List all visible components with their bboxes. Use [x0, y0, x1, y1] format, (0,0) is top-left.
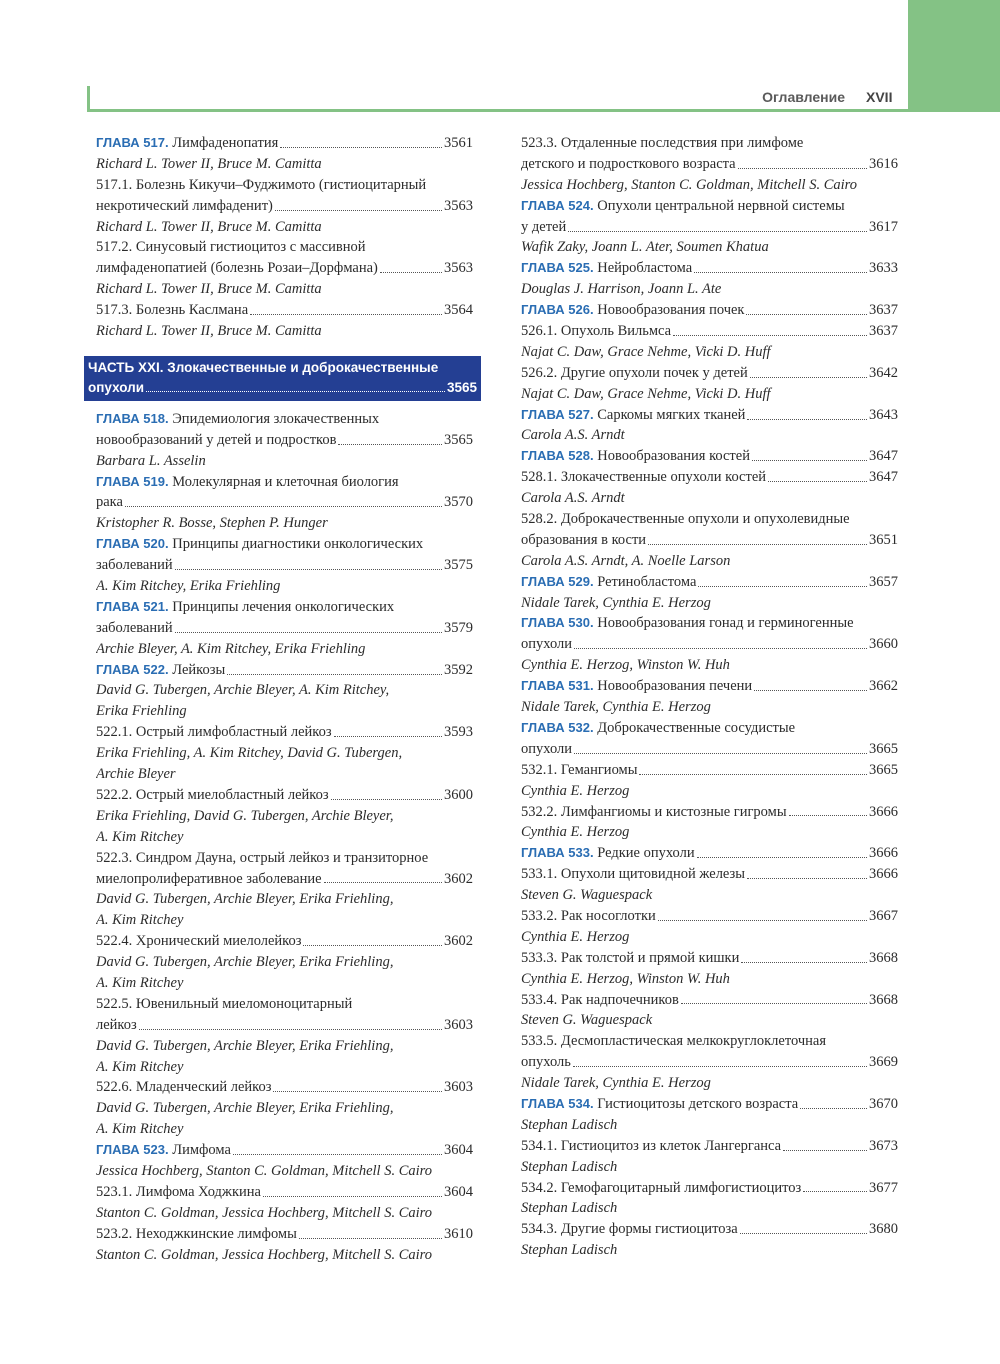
toc-authors: Najat C. Daw, Grace Nehme, Vicki D. Huff: [521, 343, 771, 360]
toc-subentry[interactable]: некротический лимфаденит) 3563: [96, 197, 473, 214]
page-number: XVII: [866, 89, 893, 105]
toc-subentry[interactable]: 526.1. Опухоль Вильмса 3637: [521, 323, 898, 340]
corner-tab: [908, 0, 1000, 112]
toc-authors: Barbara L. Asselin: [96, 452, 206, 469]
toc-authors: Steven G. Waguespack: [521, 1012, 653, 1029]
toc-authors: Erika Friehling, A. Kim Ritchey, David G. Tubergen,: [96, 745, 403, 762]
toc-chapter-entry[interactable]: ГЛАВА 526. Новообразования почек 3637: [521, 302, 898, 319]
toc-chapter-entry[interactable]: заболеваний 3575: [96, 557, 473, 574]
part-title: ЧАСТЬ XXI. Злокачественные и доброкачественные: [88, 359, 439, 375]
toc-chapter-title[interactable]: ГЛАВА 520. Принципы диагностики онкологических: [96, 536, 424, 553]
toc-subentry-text: 517.2. Синусовый гистиоцитоз с массивной: [96, 239, 366, 256]
running-header-title: Оглавление: [762, 89, 845, 105]
part-heading[interactable]: [84, 356, 481, 401]
toc-column-right: [521, 133, 898, 1261]
toc-subentry[interactable]: детского и подросткового возраста 3616: [521, 155, 898, 172]
toc-authors: Jessica Hochberg, Stanton C. Goldman, Mitchell S. Cairo: [96, 1162, 433, 1179]
toc-chapter-entry[interactable]: ГЛАВА 534. Гистиоцитозы детского возраста 3670: [521, 1095, 898, 1112]
toc-authors: Stephan Ladisch: [521, 1242, 618, 1259]
toc-authors: Archie Bleyer, A. Kim Ritchey, Erika Friehling: [96, 640, 366, 657]
toc-authors: Richard L. Tower II, Bruce M. Camitta: [96, 281, 322, 298]
toc-authors: A. Kim Ritchey: [96, 828, 184, 845]
toc-authors: Stanton C. Goldman, Jessica Hochberg, Mitchell S. Cairo: [96, 1204, 433, 1221]
toc-subentry[interactable]: 533.1. Опухоли щитовидной железы 3666: [521, 866, 898, 883]
toc-authors: Cynthia E. Herzog, Winston W. Huh: [521, 657, 730, 674]
toc-authors: Archie Bleyer: [96, 766, 176, 783]
toc-authors: Najat C. Daw, Grace Nehme, Vicki D. Huff: [521, 385, 771, 402]
toc-subentry[interactable]: 522.1. Острый лимфобластный лейкоз 3593: [96, 724, 473, 741]
toc-authors: A. Kim Ritchey, Erika Friehling: [96, 578, 281, 595]
toc-subentry[interactable]: 523.1. Лимфома Ходжкина 3604: [96, 1183, 473, 1200]
toc-authors: Steven G. Waguespack: [521, 887, 653, 904]
toc-chapter-title[interactable]: ГЛАВА 518. Эпидемиология злокачественных: [96, 410, 380, 427]
toc-authors: Jessica Hochberg, Stanton C. Goldman, Mitchell S. Cairo: [521, 176, 858, 193]
toc-subentry[interactable]: 523.2. Неходжкинские лимфомы 3610: [96, 1225, 473, 1242]
header-rule: [87, 109, 908, 112]
toc-authors: A. Kim Ritchey: [96, 912, 184, 929]
toc-subentry-text: 522.5. Ювенильный миеломоноцитарный: [96, 995, 353, 1012]
toc-chapter-entry[interactable]: ГЛАВА 522. Лейкозы 3592: [96, 661, 473, 678]
toc-chapter-title[interactable]: ГЛАВА 521. Принципы лечения онкологических: [96, 598, 395, 615]
toc-subentry[interactable]: 528.1. Злокачественные опухоли костей 3647: [521, 469, 898, 486]
toc-authors: Cynthia E. Herzog, Winston W. Huh: [521, 970, 730, 987]
toc-chapter-entry[interactable]: ГЛАВА 523. Лимфома 3604: [96, 1142, 473, 1159]
toc-authors: Nidale Tarek, Cynthia E. Herzog: [521, 594, 711, 611]
toc-authors: Stephan Ladisch: [521, 1200, 618, 1217]
toc-authors: Richard L. Tower II, Bruce M. Camitta: [96, 155, 322, 172]
toc-chapter-entry[interactable]: ГЛАВА 533. Редкие опухоли 3666: [521, 845, 898, 862]
toc-authors: Carola A.S. Arndt, A. Noelle Larson: [521, 552, 731, 569]
toc-subentry[interactable]: лимфаденопатией (болезнь Розаи–Дорфмана) 3563: [96, 260, 473, 277]
toc-chapter-entry[interactable]: новообразований у детей и подростков 3565: [96, 431, 473, 448]
toc-authors: Richard L. Tower II, Bruce M. Camitta: [96, 218, 322, 235]
toc-authors: Stephan Ladisch: [521, 1158, 618, 1175]
toc-chapter-entry[interactable]: у детей 3617: [521, 218, 898, 235]
toc-authors: Erika Friehling: [96, 703, 187, 720]
toc-authors: David G. Tubergen, Archie Bleyer, Erika Friehling,: [96, 1100, 394, 1117]
toc-chapter-entry[interactable]: ГЛАВА 529. Ретинобластома 3657: [521, 573, 898, 590]
toc-chapter-entry[interactable]: опухоли 3660: [521, 636, 898, 653]
toc-authors: Stanton C. Goldman, Jessica Hochberg, Mitchell S. Cairo: [96, 1246, 433, 1263]
toc-chapter-entry[interactable]: ГЛАВА 528. Новообразования костей 3647: [521, 448, 898, 465]
toc-authors: Nidale Tarek, Cynthia E. Herzog: [521, 699, 711, 716]
toc-authors: Wafik Zaky, Joann L. Ater, Soumen Khatua: [521, 239, 769, 256]
toc-subentry[interactable]: опухоль 3669: [521, 1054, 898, 1071]
toc-chapter-entry[interactable]: опухоли 3665: [521, 740, 898, 757]
toc-subentry-text: 523.3. Отдаленные последствия при лимфоме: [521, 135, 804, 151]
toc-subentry[interactable]: 534.3. Другие формы гистиоцитоза 3680: [521, 1221, 898, 1238]
toc-subentry[interactable]: 533.2. Рак носоглотки 3667: [521, 907, 898, 924]
toc-chapter-title[interactable]: ГЛАВА 519. Молекулярная и клеточная биология: [96, 473, 399, 490]
toc-authors: Carola A.S. Arndt: [521, 490, 625, 507]
toc-chapter-entry[interactable]: ГЛАВА 531. Новообразования печени 3662: [521, 678, 898, 695]
toc-authors: David G. Tubergen, Archie Bleyer, Erika Friehling,: [96, 1037, 394, 1054]
toc-authors: A. Kim Ritchey: [96, 1058, 184, 1075]
toc-authors: Cynthia E. Herzog: [521, 928, 630, 945]
toc-authors: Nidale Tarek, Cynthia E. Herzog: [521, 1075, 711, 1092]
toc-chapter-title[interactable]: ГЛАВА 530. Новообразования гонад и герминогенные: [521, 615, 854, 632]
toc-chapter-entry[interactable]: ГЛАВА 525. Нейробластома 3633: [521, 260, 898, 277]
toc-authors: Cynthia E. Herzog: [521, 824, 630, 841]
toc-subentry[interactable]: 533.4. Рак надпочечников 3668: [521, 991, 898, 1008]
toc-authors: Cynthia E. Herzog: [521, 782, 630, 799]
toc-subentry[interactable]: 522.6. Младенческий лейкоз 3603: [96, 1079, 473, 1096]
toc-subentry[interactable]: 534.2. Гемофагоцитарный лимфогистиоцитоз 3677: [521, 1179, 898, 1196]
toc-authors: A. Kim Ritchey: [96, 974, 184, 991]
toc-authors: Stephan Ladisch: [521, 1116, 618, 1133]
toc-authors: David G. Tubergen, Archie Bleyer, Erika Friehling,: [96, 954, 394, 971]
toc-subentry[interactable]: лейкоз 3603: [96, 1016, 473, 1033]
toc-subentry-text: 517.1. Болезнь Кикучи–Фуджимото (гистиоцитарный: [96, 176, 427, 193]
toc-subentry[interactable]: образования в кости 3651: [521, 531, 898, 548]
toc-authors: David G. Tubergen, Archie Bleyer, Erika Friehling,: [96, 891, 394, 908]
toc-subentry[interactable]: миелопролиферативное заболевание 3602: [96, 870, 473, 887]
toc-subentry[interactable]: 532.1. Гемангиомы 3665: [521, 761, 898, 778]
toc-subentry[interactable]: 522.2. Острый миелобластный лейкоз 3600: [96, 786, 473, 803]
toc-chapter-title[interactable]: ГЛАВА 532. Доброкачественные сосудистые: [521, 719, 796, 736]
toc-subentry[interactable]: 517.3. Болезнь Каслмана 3564: [96, 302, 473, 319]
toc-chapter-title[interactable]: ГЛАВА 524. Опухоли центральной нервной системы: [521, 197, 845, 214]
toc-authors: Carola A.S. Arndt: [521, 427, 625, 444]
toc-chapter-entry[interactable]: ГЛАВА 517. Лимфаденопатия 3561: [96, 135, 473, 151]
toc-authors: Douglas J. Harrison, Joann L. Ate: [521, 281, 722, 298]
toc-chapter-entry[interactable]: ГЛАВА 527. Саркомы мягких тканей 3643: [521, 406, 898, 423]
part-entry: опухоли 3565: [88, 379, 477, 395]
toc-authors: Erika Friehling, David G. Tubergen, Archie Bleyer,: [96, 807, 394, 824]
toc-authors: David G. Tubergen, Archie Bleyer, A. Kim Ritchey,: [96, 682, 390, 699]
toc-subentry-text: 528.2. Доброкачественные опухоли и опухолевидные: [521, 511, 850, 528]
toc-subentry[interactable]: 533.3. Рак толстой и прямой кишки 3668: [521, 949, 898, 966]
toc-authors: A. Kim Ritchey: [96, 1121, 184, 1138]
toc-subentry-text: 522.3. Синдром Дауна, острый лейкоз и транзиторное: [96, 849, 429, 866]
toc-subentry[interactable]: 522.4. Хронический миелолейкоз 3602: [96, 933, 473, 950]
toc-chapter-entry[interactable]: заболеваний 3579: [96, 619, 473, 636]
toc-subentry-text: 533.5. Десмопластическая мелкокруглоклеточная: [521, 1033, 826, 1050]
toc-authors: Richard L. Tower II, Bruce M. Camitta: [96, 323, 322, 340]
toc-authors: Kristopher R. Bosse, Stephen P. Hunger: [96, 515, 328, 532]
toc-chapter-entry[interactable]: рака 3570: [96, 494, 473, 511]
toc-subentry[interactable]: 534.1. Гистиоцитоз из клеток Лангерганса 3673: [521, 1137, 898, 1154]
toc-column-left: [88, 133, 477, 1265]
toc-subentry[interactable]: 532.2. Лимфангиомы и кистозные гигромы 3666: [521, 803, 898, 820]
toc-subentry[interactable]: 526.2. Другие опухоли почек у детей 3642: [521, 364, 898, 381]
